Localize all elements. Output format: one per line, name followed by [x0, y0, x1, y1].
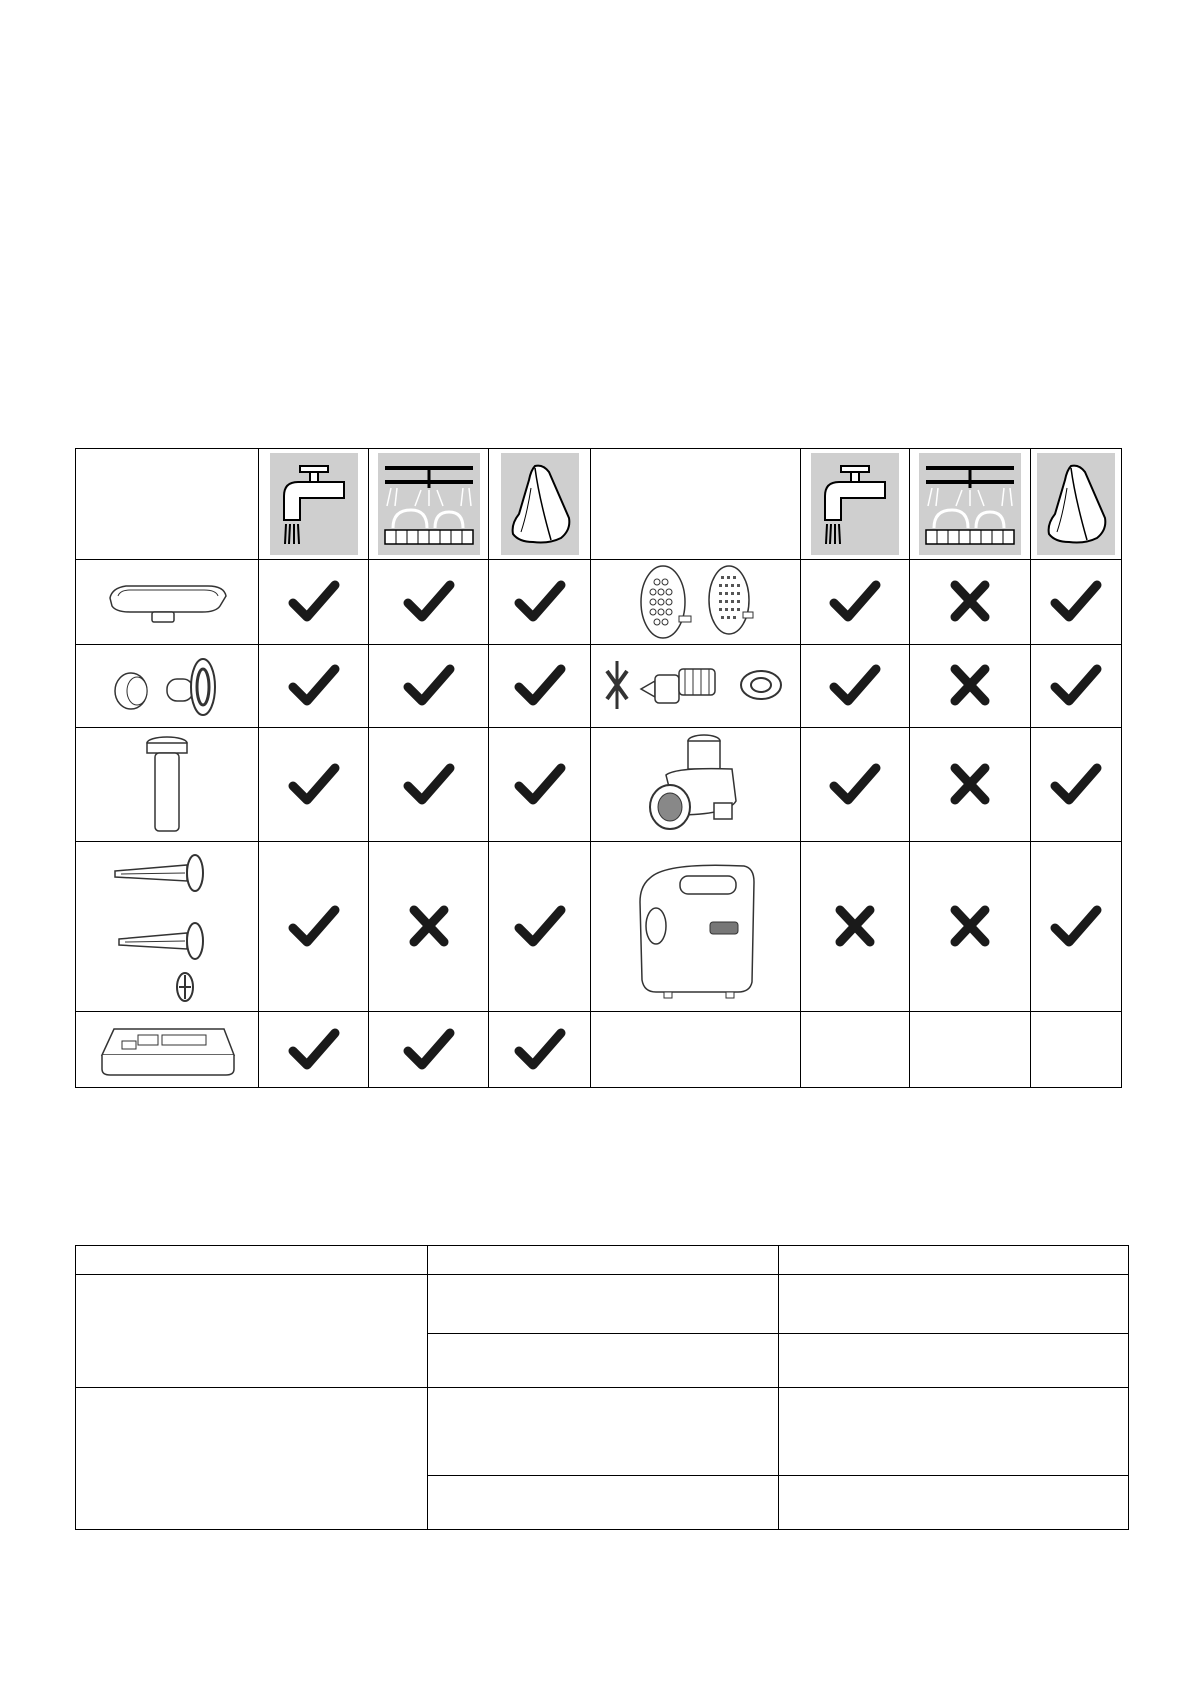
- part-cell-right: [591, 560, 801, 645]
- check-icon: [828, 577, 882, 627]
- dishwasher-mark-cell-right: [910, 842, 1031, 1012]
- check-icon: [402, 1025, 456, 1075]
- check-icon: [828, 760, 882, 810]
- part-cell-right: [591, 645, 801, 728]
- cloth-wipe-icon: [1037, 453, 1115, 555]
- table-row: [76, 1275, 1129, 1334]
- tap-mark-cell: [259, 645, 369, 728]
- cloth-mark-cell: [489, 728, 591, 842]
- cross-icon: [943, 760, 997, 810]
- header-cloth-cell: [489, 449, 591, 560]
- cloth-mark-cell-right: [1031, 645, 1122, 728]
- dishwasher-mark-cell: [369, 728, 489, 842]
- empty-cell: [801, 1012, 910, 1088]
- check-icon: [402, 760, 456, 810]
- check-icon: [1049, 902, 1103, 952]
- tap-mark-cell-right: [801, 728, 910, 842]
- meat-tray-icon: [102, 574, 232, 630]
- header-empty-cell: [76, 449, 259, 560]
- table-cell: [779, 1275, 1129, 1334]
- header-dishwasher-cell-right: [910, 449, 1031, 560]
- food-pusher-icon: [137, 733, 197, 837]
- tap-mark-cell-right: [801, 645, 910, 728]
- check-icon: [1049, 577, 1103, 627]
- dishwasher-icon: [919, 453, 1021, 555]
- cleaning-table: [75, 448, 1122, 1088]
- part-cell: [76, 728, 259, 842]
- check-icon: [513, 577, 567, 627]
- dishwasher-mark-cell-right: [910, 645, 1031, 728]
- care-row: [76, 1012, 1122, 1088]
- tap-mark-cell-right: [801, 842, 910, 1012]
- part-cell: [76, 645, 259, 728]
- check-icon: [513, 760, 567, 810]
- header-dishwasher-cell: [369, 449, 489, 560]
- sausage-nozzles-icon: [107, 847, 227, 1007]
- dishwasher-icon: [378, 453, 480, 555]
- care-row: [76, 560, 1122, 645]
- header-tap-cell: [259, 449, 369, 560]
- tap-mark-cell: [259, 1012, 369, 1088]
- table-cell: [428, 1275, 779, 1334]
- part-cell: [76, 842, 259, 1012]
- tap-rinse-icon: [270, 453, 358, 555]
- check-icon: [287, 661, 341, 711]
- table-cell: [779, 1476, 1129, 1530]
- table-cell: [428, 1476, 779, 1530]
- table-cell: [779, 1334, 1129, 1388]
- storage-box-icon: [92, 1017, 242, 1083]
- table-row: [76, 1388, 1129, 1476]
- grinder-head-icon: [636, 731, 756, 839]
- header-empty-cell-right: [591, 449, 801, 560]
- empty-cell: [1031, 1012, 1122, 1088]
- part-cell: [76, 1012, 259, 1088]
- check-icon: [287, 577, 341, 627]
- cloth-mark-cell: [489, 645, 591, 728]
- check-icon: [287, 902, 341, 952]
- cloth-mark-cell-right: [1031, 560, 1122, 645]
- empty-cell: [591, 1012, 801, 1088]
- check-icon: [1049, 760, 1103, 810]
- check-icon: [287, 1025, 341, 1075]
- care-row: [76, 842, 1122, 1012]
- empty-table: [75, 1245, 1129, 1530]
- check-icon: [513, 661, 567, 711]
- cross-icon: [943, 661, 997, 711]
- dishwasher-mark-cell: [369, 842, 489, 1012]
- table-cell: [428, 1246, 779, 1275]
- check-icon: [1049, 661, 1103, 711]
- header-tap-cell-right: [801, 449, 910, 560]
- cross-icon: [943, 902, 997, 952]
- cloth-mark-cell: [489, 842, 591, 1012]
- table-cell: [779, 1246, 1129, 1275]
- table-cell: [428, 1334, 779, 1388]
- part-cell-right: [591, 728, 801, 842]
- dishwasher-mark-cell-right: [910, 560, 1031, 645]
- dishwasher-mark-cell: [369, 1012, 489, 1088]
- tap-mark-cell: [259, 728, 369, 842]
- table-cell: [779, 1388, 1129, 1476]
- care-row: [76, 728, 1122, 842]
- cloth-mark-cell-right: [1031, 728, 1122, 842]
- tap-rinse-icon: [811, 453, 899, 555]
- table-merged-cell: [76, 1275, 428, 1388]
- check-icon: [402, 577, 456, 627]
- motor-unit-icon: [626, 852, 766, 1002]
- part-cell-right: [591, 842, 801, 1012]
- cross-icon: [828, 902, 882, 952]
- check-icon: [402, 661, 456, 711]
- cloth-mark-cell: [489, 560, 591, 645]
- dishwasher-mark-cell: [369, 645, 489, 728]
- check-icon: [287, 760, 341, 810]
- blade-screw-ring-icon: [601, 651, 791, 721]
- empty-cell: [910, 1012, 1031, 1088]
- care-row: [76, 645, 1122, 728]
- table-cell: [76, 1246, 428, 1275]
- check-icon: [513, 1025, 567, 1075]
- cloth-mark-cell-right: [1031, 842, 1122, 1012]
- check-icon: [513, 902, 567, 952]
- part-cell: [76, 560, 259, 645]
- table-header-row: [76, 1246, 1129, 1275]
- table-merged-cell: [76, 1388, 428, 1530]
- cloth-mark-cell: [489, 1012, 591, 1088]
- pusher-and-kibbe-attachment-icon: [97, 651, 237, 721]
- tap-mark-cell-right: [801, 560, 910, 645]
- header-cloth-cell-right: [1031, 449, 1122, 560]
- cross-icon: [402, 902, 456, 952]
- tap-mark-cell: [259, 842, 369, 1012]
- dishwasher-mark-cell-right: [910, 728, 1031, 842]
- table-cell: [428, 1388, 779, 1476]
- header-row: [76, 449, 1122, 560]
- cloth-wipe-icon: [501, 453, 579, 555]
- dishwasher-mark-cell: [369, 560, 489, 645]
- tap-mark-cell: [259, 560, 369, 645]
- cutting-plates-icon: [621, 560, 771, 644]
- cross-icon: [943, 577, 997, 627]
- check-icon: [828, 661, 882, 711]
